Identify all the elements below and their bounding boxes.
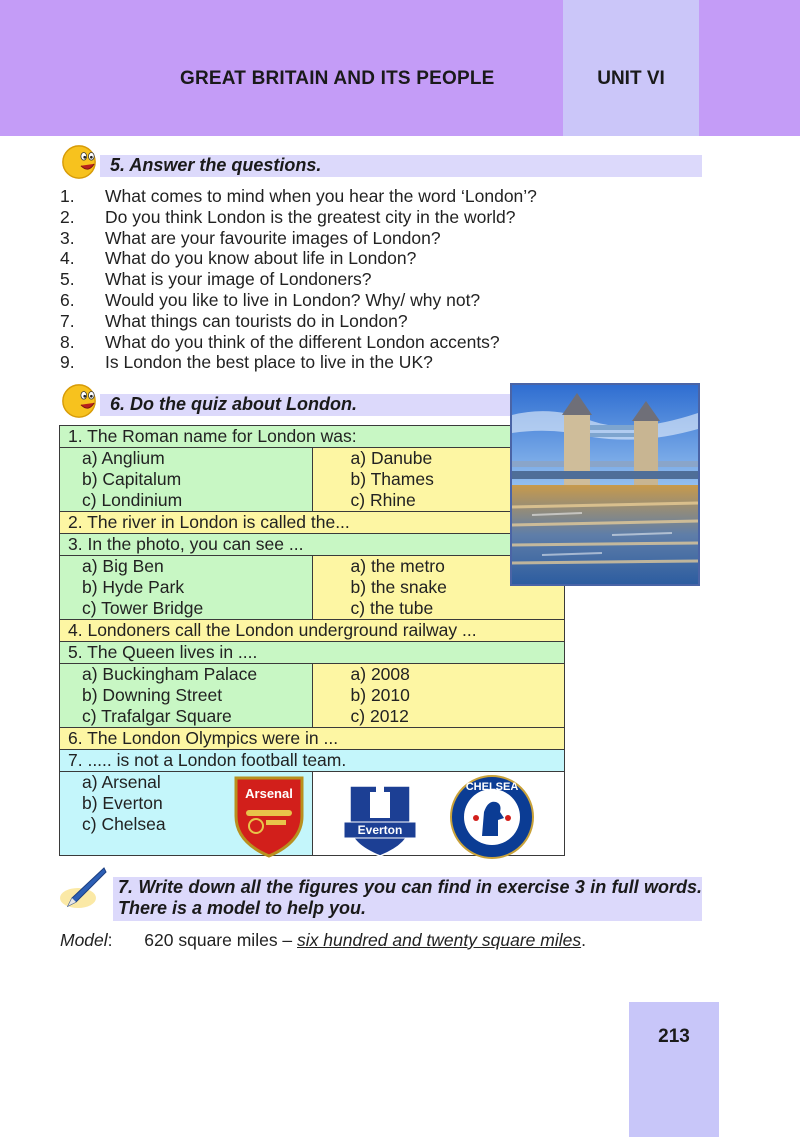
quiz-question-1: 1. The Roman name for London was: <box>60 426 565 448</box>
list-item: 8. What do you think of the different London accents? <box>60 331 500 352</box>
model-period: . <box>581 930 586 950</box>
unit-label: UNIT VI <box>597 68 665 89</box>
everton-crest-icon <box>338 776 422 860</box>
list-item: 1. What comes to mind when you hear the word ‘London’? <box>60 186 537 206</box>
arsenal-crest-icon <box>232 776 306 858</box>
page-header-title: GREAT BRITAIN AND ITS PEOPLE <box>180 68 495 89</box>
list-item: 7. What things can tourists do in London? <box>60 310 408 331</box>
quiz-question-4: 4. Londoners call the London underground railway ... <box>60 620 565 642</box>
table-row <box>60 642 565 664</box>
quiz-options: a) the metro b) the snake c) the tube <box>312 556 564 620</box>
table-row <box>60 556 565 620</box>
quiz-question-2: 2. The river in London is called the... <box>60 512 565 534</box>
quiz-options: a) Anglium b) Capitalum c) Londinium <box>60 448 313 512</box>
unit-box <box>563 0 699 136</box>
quiz-question-7: 7. ..... is not a London football team. <box>60 750 565 772</box>
list-item: 6. Would you like to live in London? Why/ why not? <box>60 289 481 310</box>
exercise-7-title: 7. Write down all the figures you can find in exercise 3 in full words. There is a model to help you. <box>118 877 702 918</box>
page-number: 213 <box>658 1026 690 1047</box>
exercise-6-title: 6. Do the quiz about London. <box>110 394 357 414</box>
list-item: 4. What do you know about life in London? <box>60 248 417 269</box>
table-row <box>60 664 565 728</box>
list-item: 3. What are your favourite images of London? <box>60 227 441 248</box>
table-row <box>60 426 565 448</box>
exercise-5-title: 5. Answer the questions. <box>110 155 322 175</box>
table-row <box>60 750 565 772</box>
quiz-options: a) Arsenal b) Everton c) Chelsea <box>60 772 313 856</box>
table-row <box>60 512 565 534</box>
list-item: 2. Do you think London is the greatest city in the world? <box>60 206 516 227</box>
model-colon: : <box>107 930 113 950</box>
model-label: Model <box>60 930 108 950</box>
quiz-options: a) Buckingham Palace b) Downing Street c) Trafalgar Square <box>60 664 313 728</box>
arsenal-crest-text: Arsenal <box>245 786 293 801</box>
quiz-options: a) 2008 b) 2010 c) 2012 <box>312 664 564 728</box>
question-list <box>60 186 537 373</box>
quiz-options: a) Big Ben b) Hyde Park c) Tower Bridge <box>60 556 313 620</box>
quiz-question-5: 5. The Queen lives in .... <box>60 642 565 664</box>
chelsea-crest-icon <box>448 774 536 860</box>
table-row <box>60 728 565 750</box>
everton-crest-text: Everton <box>357 823 403 837</box>
quiz-question-3: 3. In the photo, you can see ... <box>60 534 565 556</box>
model-example: six hundred and twenty square miles <box>297 930 582 950</box>
table-row <box>60 620 565 642</box>
quiz-options: a) Danube b) Thames c) Rhine <box>312 448 564 512</box>
quiz-question-6: 6. The London Olympics were in ... <box>60 728 565 750</box>
list-item: 9. Is London the best place to live in the UK? <box>60 352 433 373</box>
model-line <box>60 930 586 951</box>
model-value: 620 square miles – <box>144 930 298 950</box>
page-number-box <box>629 1002 719 1137</box>
smiley-icon <box>60 382 98 420</box>
pen-icon <box>58 864 108 910</box>
list-item: 5. What is your image of Londoners? <box>60 269 372 290</box>
tower-bridge-photo <box>510 383 700 586</box>
table-row <box>60 534 565 556</box>
table-row <box>60 448 565 512</box>
chelsea-crest-text: CHELSEA <box>465 781 519 793</box>
smiley-icon <box>60 143 98 181</box>
